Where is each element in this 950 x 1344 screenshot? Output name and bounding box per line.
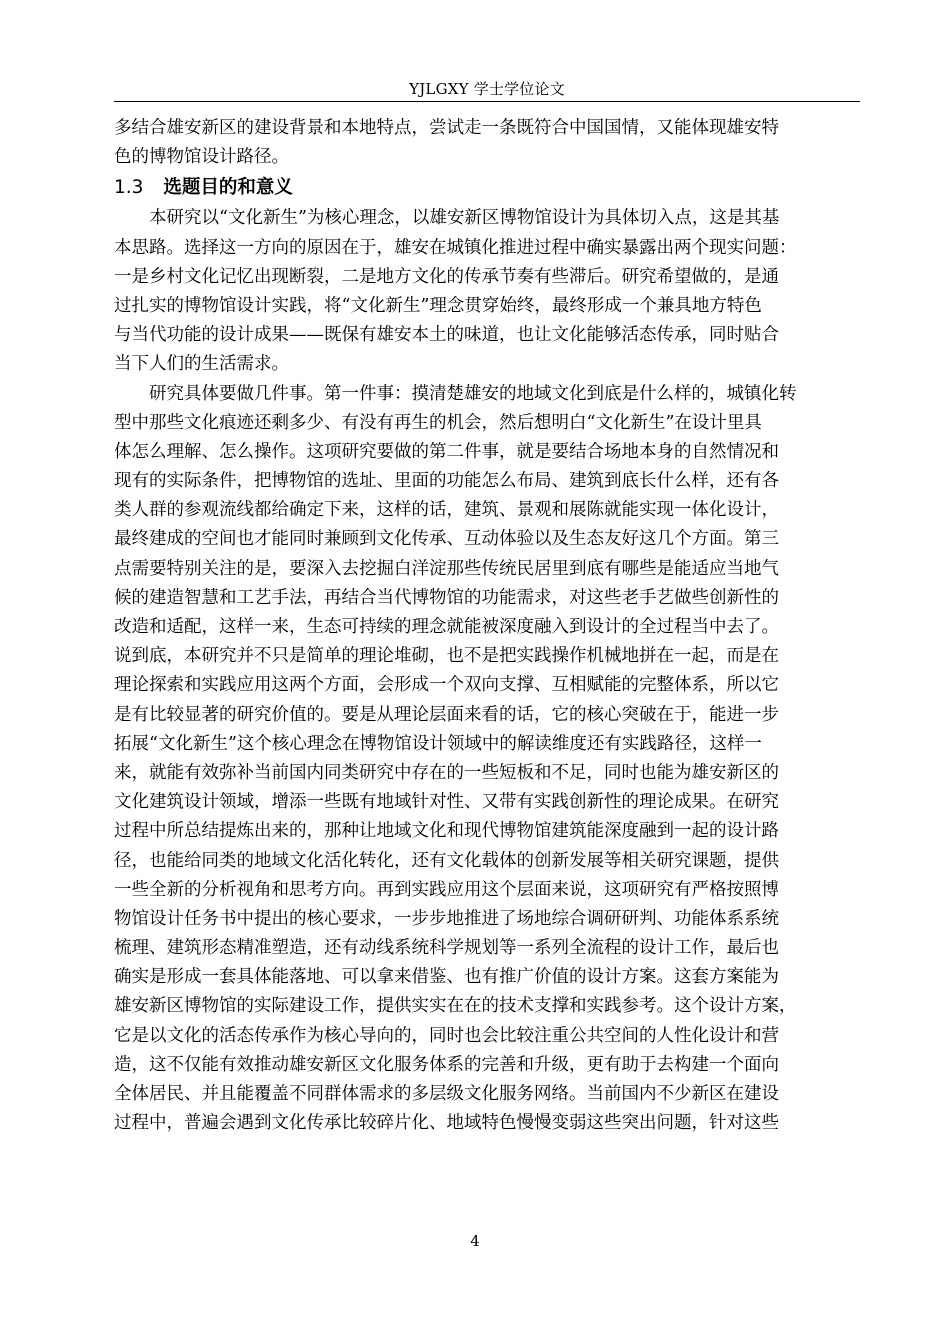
text-line: 它是以文化的活态传承作为核心导向的，同时也会比较注重公共空间的人性化设计和营: [114, 1025, 779, 1046]
page-header: [114, 72, 860, 102]
text-line: 本研究以“文化新生”为核心理念，以雄安新区博物馆设计为具体切入点，这是其基: [149, 208, 780, 229]
text-line: 雄安新区博物馆的实际建设工作，提供实实在在的技术支撑和实践参考。这个设计方案，: [114, 996, 797, 1017]
text-line: 梳理、建筑形态精准塑造，还有动线系统科学规划等一系列全流程的设计工作，最后也: [114, 938, 779, 959]
text-line: 最终建成的空间也才能同时兼顾到文化传承、互动体验以及生态友好这几个方面。第三: [114, 529, 779, 550]
page-number: 4: [470, 1232, 480, 1250]
text-line: 现有的实际条件，把博物馆的选址、里面的功能怎么布局、建筑到底长什么样，还有各: [114, 471, 779, 492]
text-line: 造，这不仅能有效推动雄安新区文化服务体系的完善和升级，更有助于去构建一个面向: [114, 1054, 779, 1075]
text-line: 过程中，普遍会遇到文化传承比较碎片化、地域特色慢慢变弱这些突出问题，针对这些: [114, 1113, 779, 1134]
text-line: 一是乡村文化记忆出现断裂，二是地方文化的传承节奏有些滞后。研究希望做的，是通: [114, 266, 779, 287]
section-number: 1.3: [114, 177, 144, 199]
text-line: 型中那些文化痕迹还剩多少、有没有再生的机会，然后想明白“文化新生”在设计里具: [114, 412, 762, 433]
text-line: 研究具体要做几件事。第一件事：摸清楚雄安的地域文化到底是什么样的，城镇化转: [149, 383, 797, 404]
text-line: 确实是形成一套具体能落地、可以拿来借鉴、也有推广价值的设计方案。这套方案能为: [114, 967, 779, 988]
text-line: 色的博物馆设计路径。: [114, 147, 289, 168]
text-line: 类人群的参观流线都给确定下来，这样的话，建筑、景观和展陈就能实现一体化设计，: [114, 500, 779, 521]
paragraph-1: [114, 204, 860, 379]
header-rule: [114, 101, 860, 102]
text-line: 物馆设计任务书中提出的核心要求，一步步地推进了场地综合调研研判、功能体系系统: [114, 908, 779, 929]
text-line: 候的建造智慧和工艺手法，再结合当代博物馆的功能需求，对这些老手艺做些创新性的: [114, 587, 779, 608]
text-line: 说到底，本研究并不只是简单的理论堆砌，也不是把实践操作机械地拼在一起，而是在: [114, 646, 779, 667]
text-line: 当下人们的生活需求。: [114, 354, 289, 375]
text-line: 全体居民、并且能覆盖不同群体需求的多层级文化服务网络。当前国内不少新区在建设: [114, 1084, 779, 1104]
text-line: 来，就能有效弥补当前国内同类研究中存在的一些短板和不足，同时也能为雄安新区的: [114, 762, 779, 783]
text-line: 多结合雄安新区的建设背景和本地特点，尝试走一条既符合中国国情，又能体现雄安特: [114, 118, 779, 138]
text-line: 径，也能给同类的地域文化活化转化，还有文化载体的创新发展等相关研究课题，提供: [114, 850, 779, 871]
paragraph-2: [114, 380, 860, 1139]
section-title: 选题目的和意义: [163, 177, 293, 199]
text-line: 一些全新的分析视角和思考方向。再到实践应用这个层面来说，这项研究有严格按照博: [114, 879, 779, 900]
text-line: 过扎实的博物馆设计实践，将“文化新生”理念贯穿始终，最终形成一个兼具地方特色: [114, 295, 762, 316]
header-title: YJLGXY 学士学位论文: [409, 80, 565, 98]
text-line: 拓展“文化新生”这个核心理念在博物馆设计领域中的解读维度还有实践路径，这样一: [114, 733, 762, 754]
text-line: 理论探索和实践应用这两个方面，会形成一个双向支撑、互相赋能的完整体系，所以它: [114, 675, 779, 696]
text-line: 本思路。选择这一方向的原因在于，雄安在城镇化推进过程中确实暴露出两个现实问题：: [114, 237, 797, 258]
text-line: 与当代功能的设计成果——既保有雄安本土的味道，也让文化能够活态传承，同时贴合: [114, 325, 779, 346]
text-line: 文化建筑设计领域，增添一些既有地域针对性、又带有实践创新性的理论成果。在研究: [114, 792, 779, 813]
section-heading: [114, 172, 860, 204]
text-line: 过程中所总结提炼出来的，那种让地域文化和现代博物馆建筑能深度融到一起的设计路: [114, 821, 779, 842]
text-line: 体怎么理解、怎么操作。这项研究要做的第二件事，就是要结合场地本身的自然情况和: [114, 441, 779, 462]
text-line: 改造和适配，这样一来，生态可持续的理念就能被深度融入到设计的全过程当中去了。: [114, 617, 779, 637]
text-line: 是有比较显著的研究价值的。要是从理论层面来看的话，它的核心突破在于，能进一步: [114, 704, 779, 725]
body-text: [114, 114, 860, 1138]
text-line: 点需要特别关注的是，要深入去挖掘白洋淀那些传统民居里到底有哪些是能适应当地气: [114, 558, 779, 579]
